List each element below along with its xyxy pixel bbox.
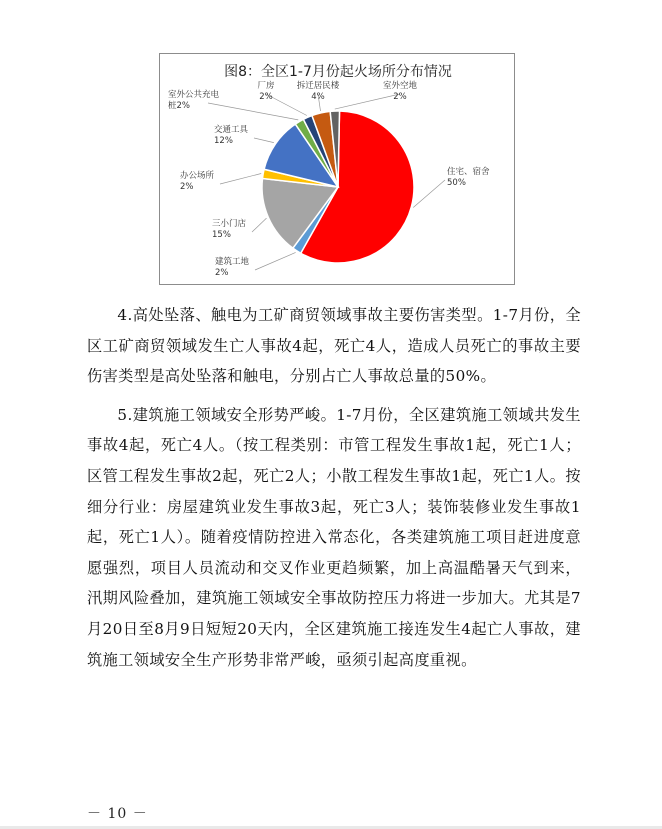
slice-label: 交通工具 xyxy=(214,125,249,135)
paragraph-5: 5.建筑施工领域安全形势严峻。1-7月份，全区建筑施工领域共发生事故4起，死亡4人。（按工程类别：市管工程发生事故1起，死亡1人；区管工程发生事故2起，死亡2人；小散工程发生事故1起，死亡1人。按细分行业：房屋建筑业发生事故3起，死亡3人；装饰装修业发生事故1起，死亡1人）。随着疫情防控进入常态化，各类建筑施工项目赶进度意愿强烈，项目人员流动和交叉作业更趋频繁，加上高温酷暑天气到来，汛期风险叠加，建筑施工领域安全事故防控压力将进一步加大。尤其是7月20日至8月9日短短20天内，全区建筑施工接连发生4起亡人事故，建筑施工领域安全生产形势非常严峻，亟须引起高度重视。 xyxy=(87,405,581,669)
slice-label: 室外空地 xyxy=(382,81,418,91)
page-number: － 10 － xyxy=(87,806,148,822)
pie-chart-svg xyxy=(160,54,516,286)
leader-line xyxy=(254,138,274,143)
slice-label: 15% xyxy=(212,230,231,240)
slice-label: 2% xyxy=(215,268,229,278)
leader-line xyxy=(413,180,445,208)
slice-label: 室外公共充电 xyxy=(168,90,220,100)
slice-label: 厂房 xyxy=(257,81,275,91)
slice-label: 拆迁居民楼 xyxy=(296,81,340,91)
leader-line xyxy=(252,218,267,232)
slice-label: 2% xyxy=(180,182,194,192)
slice-label: 桩2% xyxy=(168,101,190,111)
chart-title: 图8：全区1-7月份起火场所分布情况 xyxy=(224,64,452,80)
body-text xyxy=(87,300,581,675)
slice-label: 2% xyxy=(259,92,273,102)
slice-label: 12% xyxy=(214,136,233,146)
slice-label: 2% xyxy=(393,92,407,102)
leader-line xyxy=(255,252,296,270)
slice-label: 住宅、宿舍 xyxy=(447,167,490,177)
slice-label: 建筑工地 xyxy=(215,257,250,267)
slice-label: 50% xyxy=(447,178,466,188)
leader-line xyxy=(335,94,400,109)
leader-line xyxy=(208,103,298,120)
pie-chart xyxy=(159,53,515,285)
paragraph-4: 4.高处坠落、触电为工矿商贸领域事故主要伤害类型。1-7月份，全区工矿商贸领域发生亡人事故4起，死亡4人，造成人员死亡的事故主要伤害类型是高处坠落和触电，分别占亡人事故总量的50%。 xyxy=(87,306,581,386)
leader-line xyxy=(220,173,261,184)
slice-label: 三小门店 xyxy=(212,219,247,229)
slice-label: 办公场所 xyxy=(180,171,215,181)
slice-label: 4% xyxy=(311,92,325,102)
